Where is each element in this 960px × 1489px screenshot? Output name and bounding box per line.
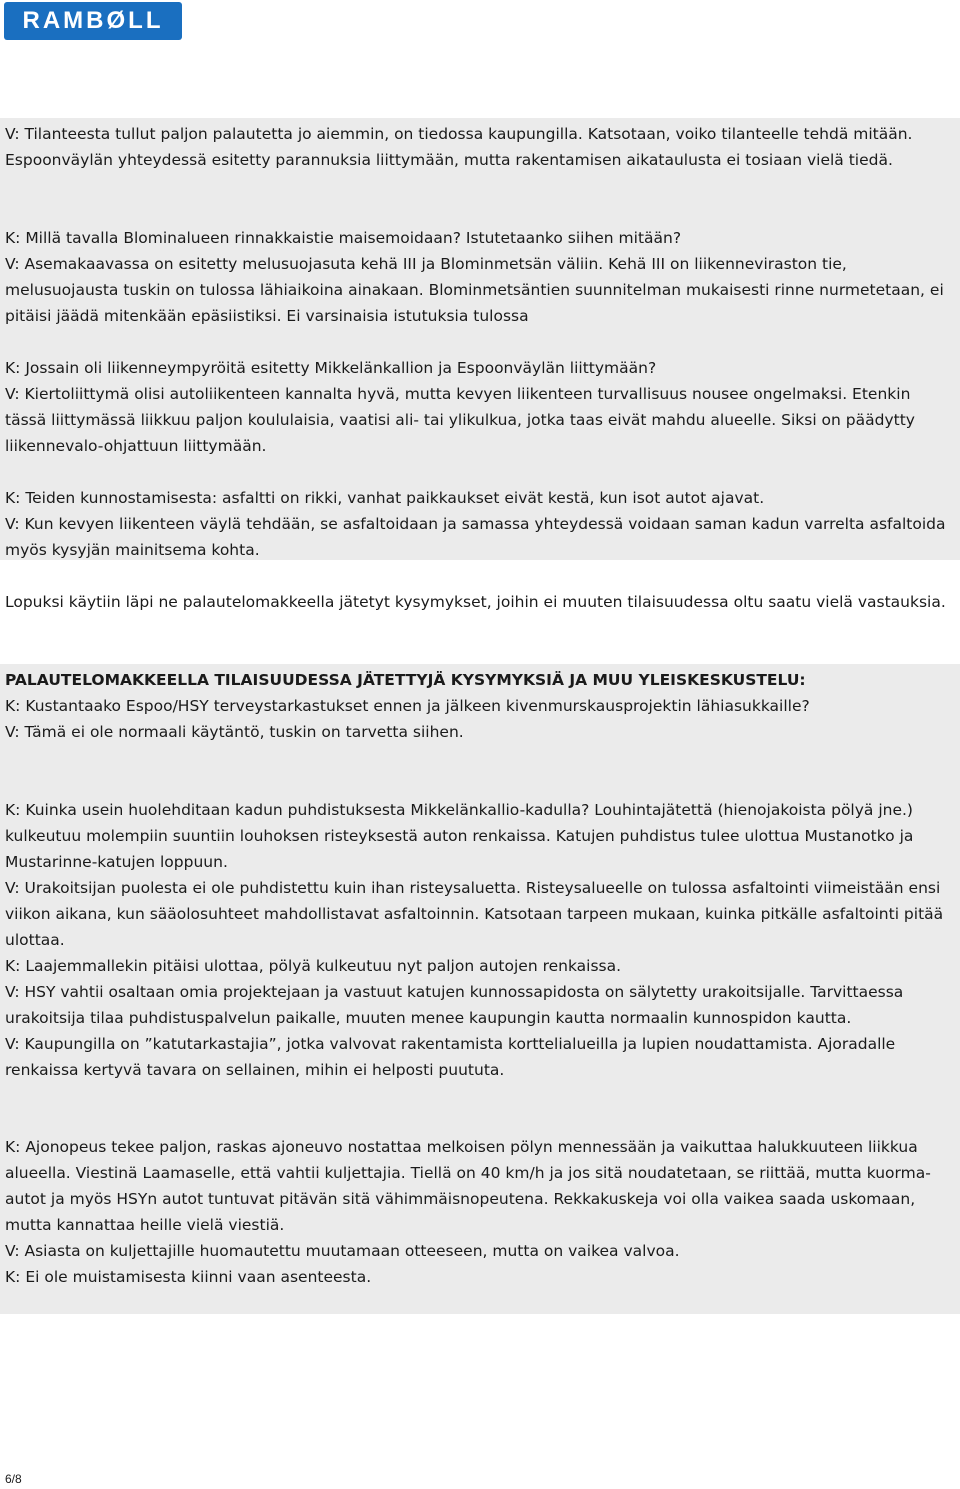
paragraph-block-3 [5,355,955,459]
answer-text: V: Asiasta on kuljettajille huomautettu muutamaan otteeseen, mutta on vaikea valvoa. [5,1242,680,1260]
paragraph-block-4 [5,485,955,563]
answer-text: V: Tilanteesta tullut paljon palautetta jo aiemmin, on tiedossa kaupungilla. Katsotaan, voiko tilanteelle tehdä mitään. Espoonväylän yhteydessä esitetty parannuksia liittymään, mutta rakentamisen aikataulusta ei tosiaan vielä tiedä. [5,125,913,169]
paragraph-block-2 [5,225,955,329]
ramboll-logo: RAMBØLL [4,2,182,40]
answer-text: V: Urakoitsijan puolesta ei ole puhdistettu kuin ihan risteysaluetta. Risteysalueelle on tulossa asfaltointi viimeistään ensi viikon aikana, kun sääolosuhteet mahdollistavat asfaltoinnin. Katsotaan tarpeen mukaan, kuinka pitkälle asfaltointi pitää ulottaa. [5,879,944,949]
question-text: K: Laajemmallekin pitäisi ulottaa, pölyä kulkeutuu nyt paljon autojen renkaissa. [5,957,622,975]
question-text: K: Millä tavalla Blominalueen rinnakkaistie maisemoidaan? Istutetaanko siihen mitään? [5,229,682,247]
section-heading: PALAUTELOMAKKEELLA TILAISUUDESSA JÄTETTYJÄ KYSYMYKSIÄ JA MUU YLEISKESKUSTELU: [5,671,806,689]
question-text: K: Jossain oli liikenneympyröitä esitetty Mikkelänkallion ja Espoonväylän liittymään? [5,359,657,377]
question-text: K: Ei ole muistamisesta kiinni vaan asenteesta. [5,1268,372,1286]
paragraph-block-7 [5,797,955,1083]
paragraph-block-1 [5,121,955,173]
paragraph-block-5 [5,589,955,615]
answer-text: V: Asemakaavassa on esitetty melusuojasuta kehä III ja Blominmetsän väliin. Kehä III on liikenneviraston tie, melusuojausta tuskin on tulossa lähiaikoina ainakaan. Blominmetsäntien suunnitelman mukaisesti rinne nurmetetaan, ei pitäisi jäädä mitenkään epäsiistiksi. Ei varsinaisia istutuksia tulossa [5,255,944,325]
answer-text: V: Kun kevyen liikenteen väylä tehdään, se asfaltoidaan ja samassa yhteydessä voidaan saman kadun varrelta asfaltoida myös kysyjän mainitsema kohta. [5,515,946,559]
question-text: K: Teiden kunnostamisesta: asfaltti on rikki, vanhat paikkaukset eivät kestä, kun isot autot ajavat. [5,489,765,507]
paragraph-block-8 [5,1134,955,1290]
page-number: 6/8 [5,1472,22,1486]
answer-text: V: HSY vahtii osaltaan omia projektejaan ja vastuut katujen kunnossapidosta on sälytetty urakoitsijalle. Tarvittaessa urakoitsija tilaa puhdistuspalvelun paikalle, muuten menee kaupungin kautta normaalin kunnospidon kautta. [5,983,904,1027]
summary-text: Lopuksi käytiin läpi ne palautelomakkeella jätetyt kysymykset, joihin ei muuten tilaisuudessa oltu saatu vielä vastauksia. [5,593,946,611]
question-text: K: Kuinka usein huolehditaan kadun puhdistuksesta Mikkelänkallio-kadulla? Louhintajätettä (hienojakoista pölyä jne.) kulkeutuu molempiin suuntiin louhoksen risteyksestä auton renkaissa. Katujen puhdistus tulee ulottua Mustanotko ja Mustarinne-katujen loppuun. [5,801,914,871]
answer-text: V: Tämä ei ole normaali käytäntö, tuskin on tarvetta siihen. [5,723,464,741]
answer-text: V: Kiertoliittymä olisi autoliikenteen kannalta hyvä, mutta kevyen liikenteen turvallisuus nousee ongelmaksi. Etenkin tässä liittymässä liikkuu paljon koululaisia, vaatisi ali- tai ylikulkua, jotka taas eivät mahdu alueelle. Siksi on päädytty liikennevalo-ohjattuun liittymään. [5,385,915,455]
answer-text: V: Kaupungilla on ”katutarkastajia”, jotka valvovat rakentamista korttelialueilla ja lupien noudattamista. Ajoradalle renkaissa kertyvä tavara on sellainen, mihin ei helposti puututa. [5,1035,896,1079]
paragraph-block-6 [5,667,955,745]
question-text: K: Kustantaako Espoo/HSY terveystarkastukset ennen ja jälkeen kivenmurskausprojektin lähiasukkaille? [5,697,810,715]
question-text: K: Ajonopeus tekee paljon, raskas ajoneuvo nostattaa melkoisen pölyn mennessään ja vaikuttaa halukkuuteen liikkua alueella. Viestinä Laamaselle, että vahtii kuljettajia. Tiellä on 40 km/h ja jos sitä noudatetaan, se riittää, mutta kuorma-autot ja myös HSYn autot tuntuvat pitävän sitä vähimmäisnopeutena. Rekkakuskeja voi olla vaikea saada uskomaan, mutta kannattaa heille vielä viestiä. [5,1138,931,1234]
